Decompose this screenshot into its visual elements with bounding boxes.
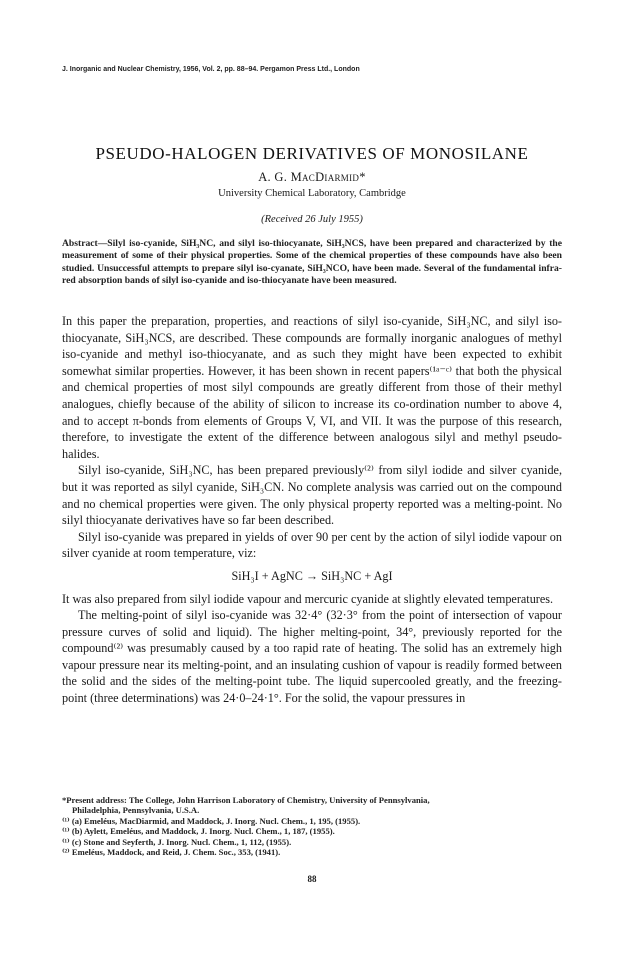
paragraph-mercuric: It was also prepared from silyl iodide vapour and mercuric cyanide at slightly elevated temperatures. (62, 591, 554, 606)
reaction-equation: SiH₃I + AgNC → SiH₃NC + AgI (231, 568, 393, 583)
paper-title: PSEUDO-HALOGEN DERIVATIVES OF MONOSILANE (95, 144, 529, 163)
footnote-ref-1a: ⁽¹⁾ (a) Emeléus, MacDiarmid, and Maddock, J. Inorg. Nucl. Chem., 1, 195, (1955). (62, 815, 361, 826)
page-number: 88 (307, 874, 317, 884)
abstract-text: —Silyl iso-cyanide, SiH₃NC, and silyl iso-thiocyanate, SiH₃NCS, have been prepared and characterized by the measurement of some of their physical properties. Some of the chemical properties of these compounds have also been studied. Unsuccessful attempts to prepare silyl iso-cyanate, SiH₃NCO, have been made. Several of the fundamental infra-red absorption bands of silyl iso-cyanide and iso-thiocyanate have been measured. (62, 238, 562, 286)
author-initials: A. G. (258, 170, 291, 184)
paragraph-melting-point: The melting-point of silyl iso-cyanide was 32·4° (32·3° from the point of intersection of vapour pressure curves of solid and liquid). The higher melting-point, 34°, previously reported for the compound⁽²⁾ was presumably caused by a too rapid rate of heating. The solid has an extremely high vapour pressure near its melting-point, and an insulating cushion of vapour is readily formed between the solid and the sides of the melting-point tube. The liquid supercooled greatly, and the freezing-point (three determinations) was 24·0–24·1°. For the solid, the vapour pressures in (62, 608, 562, 706)
footnote-ref-2: ⁽²⁾ Emeléus, Maddock, and Reid, J. Chem. Soc., 353, (1941). (62, 847, 281, 858)
footnote-ref-1b: ⁽¹⁾ (b) Aylett, Emeléus, and Maddock, J. Inorg. Nucl. Chem., 1, 187, (1955). (62, 826, 335, 837)
received-date: (Received 26 July 1955) (261, 214, 363, 225)
abstract-label: Abstract (62, 238, 98, 249)
author-surname: MacDiarmid (290, 170, 360, 184)
footnotes (62, 795, 562, 857)
paragraph-previous-work: Silyl iso-cyanide, SiH₃NC, has been prepared previously⁽²⁾ from silyl iodide and silver cyanide, but it was reported as silyl cyanide, SiH₃CN. No complete analysis was carried out on the compound and no chemical properties were given. The only physical property reported was a melting-point. No silyl thiocyanate derivatives have so far been described. (62, 463, 562, 528)
affiliation: University Chemical Laboratory, Cambridge (218, 188, 406, 199)
body-text (62, 313, 562, 707)
abstract (62, 238, 562, 287)
author (0, 170, 624, 185)
footnote-ref-1c: ⁽¹⁾ (c) Stone and Seyferth, J. Inorg. Nucl. Chem., 1, 112, (1955). (62, 836, 292, 847)
journal-citation: J. Inorganic and Nuclear Chemistry, 1956, Vol. 2, pp. 88–94. Pergamon Press Ltd., London (62, 66, 360, 73)
footnote-address-cont: Philadelphia, Pennsylvania, U.S.A. (72, 805, 200, 816)
paragraph-preparation: Silyl iso-cyanide was prepared in yields of over 90 per cent by the action of silyl iodide vapour on silver cyanide at room temperature, viz: (62, 529, 562, 561)
paragraph-intro: In this paper the preparation, properties, and reactions of silyl iso-cyanide, SiH₃NC, and silyl iso-thiocyanate, SiH₃NCS, are described. These compounds are formally inorganic analogues of methyl iso-cyanide and methyl iso-thiocyanate, and as such they might have been expected to exhibit somewhat similar properties. However, it has been shown in recent papers⁽¹ᵃ⁻ᶜ⁾ that both the physical and chemical properties of most silyl compounds are greatly different from those of their methyl analogues, chiefly because of the ability of silicon to increase its co-ordination number to above 4, and to accept π-bonds from elements of Groups V, VI, and VII. It was the purpose of this research, therefore, to investigate the extent of the difference between analogous silyl and methyl pseudo-halides. (62, 314, 562, 461)
footnote-address: *Present address: The College, John Harrison Laboratory of Chemistry, University of Pennsylvania, (62, 795, 430, 805)
author-footnote-mark: * (359, 170, 366, 184)
